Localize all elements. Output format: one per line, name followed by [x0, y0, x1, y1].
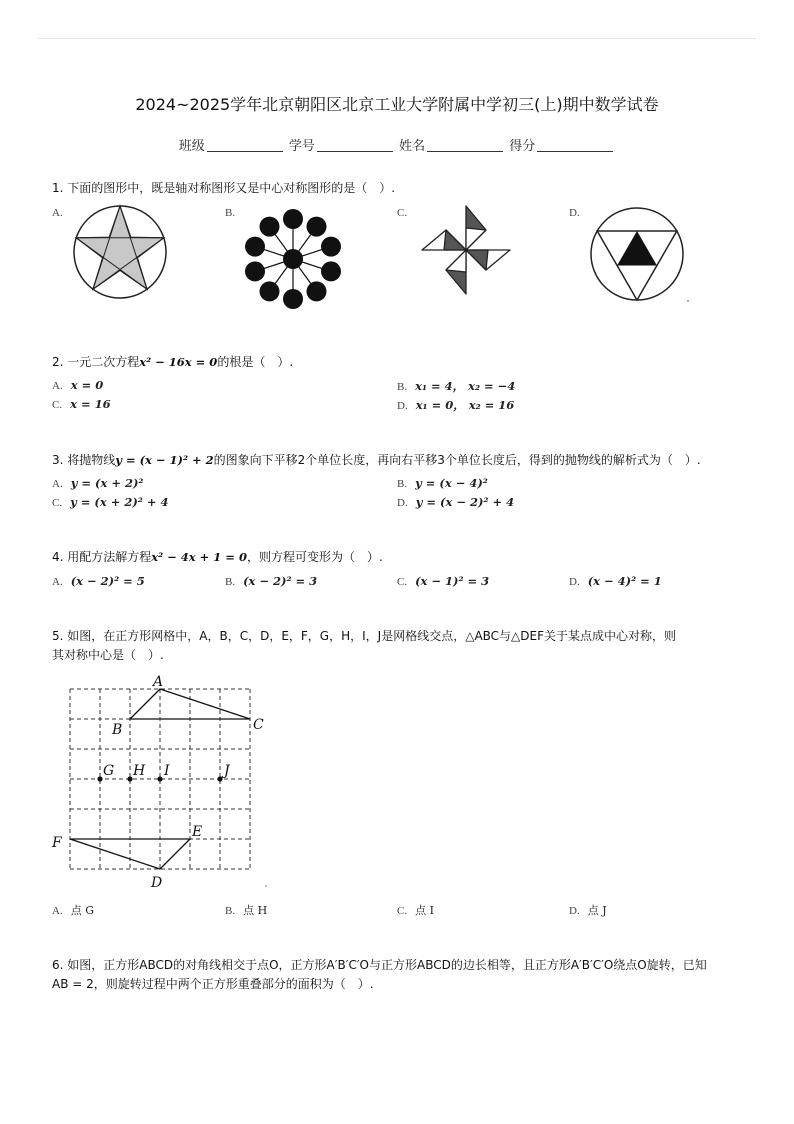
student-info-line	[0, 135, 794, 154]
q1-option-d-label: D.	[569, 207, 580, 219]
id-label: 学号	[288, 139, 315, 154]
q5-option-d[interactable]: D. 点 J	[569, 904, 607, 917]
q1-figure-c-pinwheel	[418, 202, 514, 298]
label-d: D	[151, 875, 163, 891]
label-i: I	[164, 763, 170, 779]
point-h	[127, 776, 132, 781]
class-blank[interactable]	[207, 139, 283, 152]
score-blank[interactable]	[537, 139, 613, 152]
header-rule	[38, 38, 756, 39]
page-title: 2024~2025学年北京朝阳区北京工业大学附属中学初三(上)期中数学试卷	[135, 95, 659, 114]
label-g: G	[103, 763, 115, 779]
label-b: B	[112, 722, 123, 738]
name-blank[interactable]	[427, 139, 503, 152]
q4-option-d[interactable]: D. (x − 4)² = 1	[569, 574, 662, 588]
q1-option-b-label: B.	[225, 207, 236, 219]
q3-option-a[interactable]: A. y = (x + 2)²	[52, 476, 144, 490]
point-j	[217, 776, 222, 781]
label-h: H	[133, 763, 146, 779]
q2-option-b[interactable]: B. x₁ = 4， x₂ = −4	[397, 379, 516, 393]
q1-figure-a-star-in-circle	[70, 202, 170, 302]
score-label: 得分	[509, 139, 536, 154]
q4-equation: x² − 4x + 1 = 0	[151, 550, 247, 564]
q2-option-d[interactable]: D. x₁ = 0， x₂ = 16	[397, 398, 515, 412]
id-blank[interactable]	[317, 139, 393, 152]
q5-grid-figure	[48, 668, 276, 894]
q1-figure-d-triangle-in-circle	[588, 205, 686, 303]
q4-option-c[interactable]: C. (x − 1)² = 3	[397, 574, 490, 588]
question-2-text: 2. 一元二次方程x² − 16x = 0的根是（ ）.	[52, 355, 294, 369]
q2-option-c[interactable]: C. x = 16	[52, 397, 111, 411]
q1-figure-b-dot-flower	[238, 204, 348, 314]
q2-option-a[interactable]: A. x = 0	[52, 378, 104, 392]
label-c: C	[253, 717, 264, 733]
q5-option-a[interactable]: A. 点 G	[52, 904, 94, 917]
q2-equation: x² − 16x = 0	[139, 355, 218, 369]
q5-option-b[interactable]: B. 点 H	[225, 904, 268, 917]
q1-option-a-label: A.	[52, 207, 63, 219]
label-a: A	[153, 674, 164, 690]
q1-option-c-label: C.	[397, 207, 408, 219]
q3-option-c[interactable]: C. y = (x + 2)² + 4	[52, 495, 169, 509]
q5-option-c[interactable]: C. 点 I	[397, 904, 434, 917]
label-f: F	[52, 835, 62, 851]
label-j: J	[224, 763, 230, 779]
question-3-text: 3. 将抛物线y = (x − 1)² + 2的图象向下平移2个单位长度，再向右平移3个单位长度后，得到的抛物线的解析式为（ ）.	[52, 453, 701, 467]
label-e: E	[192, 824, 203, 840]
point-i	[157, 776, 162, 781]
q4-option-b[interactable]: B. (x − 2)² = 3	[225, 574, 318, 588]
name-label: 姓名	[399, 139, 426, 154]
q3-option-b[interactable]: B. y = (x − 4)²	[397, 476, 488, 490]
q4-option-a[interactable]: A. (x − 2)² = 5	[52, 574, 145, 588]
question-5-text-line2: 其对称中心是（ ）.	[52, 648, 164, 662]
q3-equation: y = (x − 1)² + 2	[115, 453, 214, 467]
question-5-text-line1: 5. 如图，在正方形网格中，A，B，C，D，E，F，G，H，I，J是网格线交点，△ABC与△DEF关于某点成中心对称，则	[52, 629, 677, 643]
q3-option-d[interactable]: D. y = (x − 2)² + 4	[397, 495, 515, 509]
question-6-text-line2: AB = 2，则旋转过程中两个正方形重叠部分的面积为（ ）.	[52, 977, 374, 991]
question-6-text-line1: 6. 如图，正方形ABCD的对角线相交于点O，正方形A′B′C′O与正方形ABCD的边长相等，且正方形A′B′C′O绕点O旋转，已知	[52, 958, 707, 972]
point-g	[97, 776, 102, 781]
stray-dot	[687, 300, 689, 302]
question-4-text: 4. 用配方法解方程x² − 4x + 1 = 0，则方程可变形为（ ）.	[52, 550, 383, 564]
class-label: 班级	[178, 139, 205, 154]
question-1-text: 1. 下面的图形中，既是轴对称图形又是中心对称图形的是（ ）.	[52, 181, 396, 195]
